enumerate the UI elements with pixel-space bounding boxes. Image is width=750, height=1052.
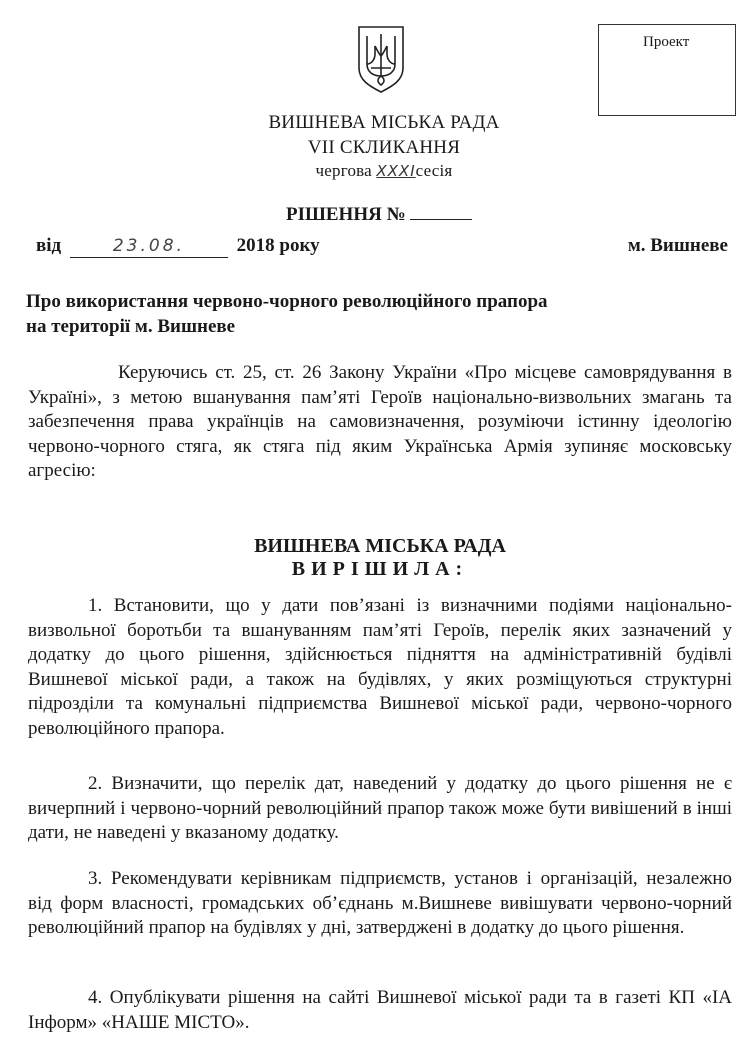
tryzub-coat-of-arms-icon bbox=[355, 24, 407, 94]
subject-line-1: Про використання червоно-чорного революційного прапора bbox=[26, 291, 548, 312]
preamble: Керуючись ст. 25, ст. 26 Закону України «Про місцеве самоврядування в Україні», з метою вшанування пам’яті Героїв національно-визвольних змагань та забезпечення права українців на самовизначення, розуміючи істинну ідеологію червоно-чорного стяга, як стяга під яким Українська Армія зупиняє московську агресію: bbox=[28, 362, 732, 481]
session-line bbox=[0, 161, 750, 181]
date-blank bbox=[70, 235, 228, 258]
session-prefix: чергова bbox=[315, 161, 377, 180]
date-prefix: від bbox=[36, 235, 62, 256]
council-name: ВИШНЕВА МІСЬКА РАДА bbox=[268, 112, 500, 133]
date-line bbox=[36, 235, 320, 258]
city: м. Вишневе bbox=[627, 235, 728, 256]
resolution-verb: ВИРІШИЛА: bbox=[291, 558, 469, 580]
date-handwritten: 23.08. bbox=[112, 236, 185, 256]
convocation: VII СКЛИКАННЯ bbox=[307, 137, 461, 158]
point-4: 4. Опублікувати рішення на сайті Вишневої міської ради та в газеті КП «ІА Інформ» «НАШЕ МІСТО». bbox=[28, 987, 732, 1033]
decision-number-blank bbox=[410, 219, 472, 220]
decision-title-text: РІШЕННЯ № bbox=[286, 204, 406, 225]
resolution-council: ВИШНЕВА МІСЬКА РАДА bbox=[254, 535, 506, 557]
decision-subject bbox=[26, 289, 548, 339]
draft-stamp-box bbox=[598, 24, 736, 116]
session-suffix: сесія bbox=[415, 161, 453, 180]
decision-title bbox=[286, 204, 472, 226]
session-number-handwritten: XXXI bbox=[376, 162, 416, 180]
subject-line-2: на території м. Вишневе bbox=[26, 316, 236, 337]
point-3: 3. Рекомендувати керівникам підприємств, установ і організацій, незалежно від форм власності, громадських об’єднань м.Вишневе вивішувати червоно-чорний революційний прапор на будівлях у дні, затверджені в додатку до цього рішення. bbox=[28, 868, 732, 938]
point-2: 2. Визначити, що перелік дат, наведений у додатку до цього рішення не є вичерпний і червоно-чорний революційний прапор також може бути вивішений в інші дати, не наведені у вказаному додатку. bbox=[28, 773, 732, 843]
draft-label: Проект bbox=[643, 34, 690, 50]
point-1: 1. Встановити, що у дати пов’язані із визначними подіями національно-визвольної боротьби та вшануванням пам’яті Героїв, перелік яких зазначений у додатку до цього рішення, здійснюється підняття на адміністративній будівлі Вишневої міської ради, а також на будівлях, у яких розміщуються структурні підрозділи та комунальні підприємства Вишневої міської ради, червоно-чорного революційного прапора. bbox=[28, 595, 732, 739]
date-suffix: 2018 року bbox=[236, 235, 320, 256]
